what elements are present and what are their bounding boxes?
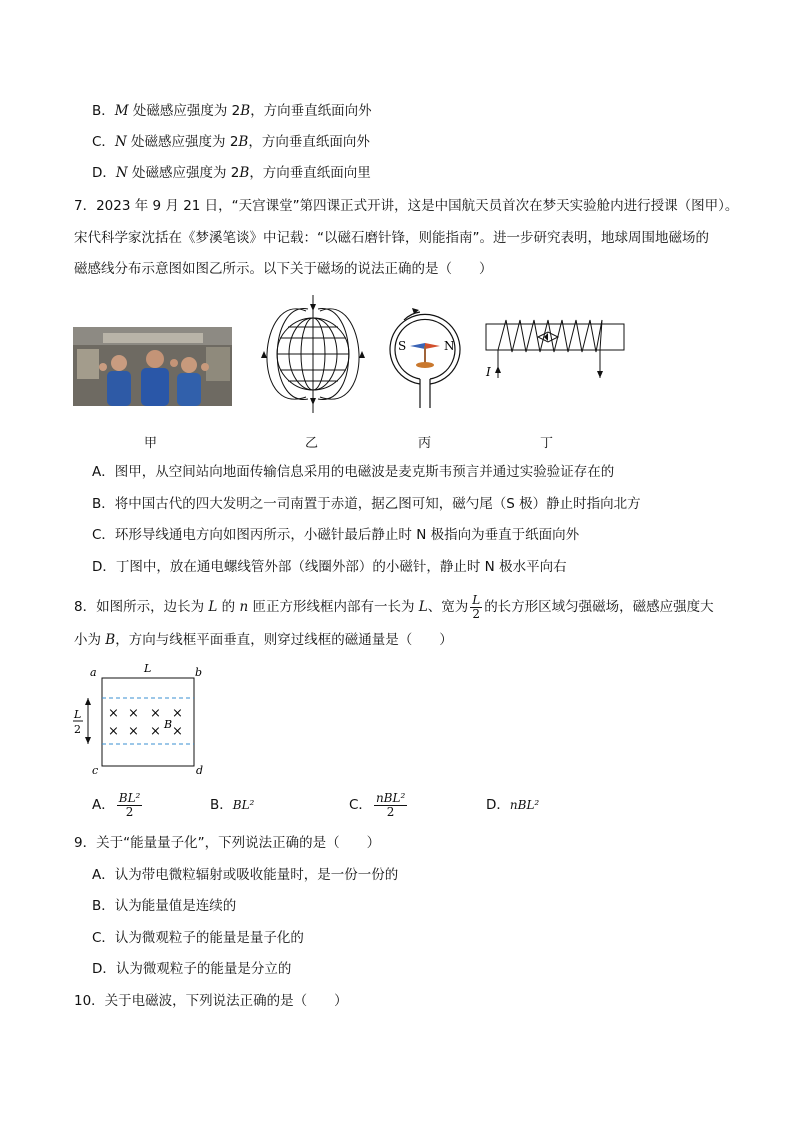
south-pole-label: S	[398, 339, 407, 353]
q9-option-c: C．认为微观粒子的能量是量子化的	[92, 930, 304, 946]
q7-option-c: C．环形导线通电方向如图丙所示，小磁针最后静止时 N 极指向为垂直于纸面向外	[92, 527, 580, 543]
svg-text:b: b	[195, 666, 203, 679]
q8-option-b: B．BL²	[210, 797, 255, 813]
q9-option-a: A．认为带电微粒辐射或吸收能量时，是一份一份的	[92, 867, 399, 883]
solenoid-diagram	[484, 316, 630, 386]
svg-text:×: ×	[108, 706, 119, 721]
svg-text:×: ×	[128, 706, 139, 721]
svg-text:a: a	[90, 666, 97, 679]
current-label: I	[486, 365, 491, 379]
svg-text:2: 2	[74, 723, 81, 736]
q7-stem-line2: 宋代科学家沈括在《梦溪笔谈》中记载：“以磁石磨针锋，则能指南”。进一步研究表明，地球周围地磁场的	[74, 230, 709, 246]
q6-option-c: C．N 处磁感应强度为 2B，方向垂直纸面向外	[92, 134, 370, 150]
q6-option-b: B．M 处磁感应强度为 2B，方向垂直纸面向外	[92, 103, 372, 119]
svg-text:×: ×	[128, 724, 139, 739]
square-frame-diagram	[70, 660, 210, 780]
q10-stem: 10．关于电磁波，下列说法正确的是（ ）	[74, 993, 348, 1009]
svg-text:×: ×	[172, 706, 183, 721]
svg-text:B: B	[164, 718, 173, 731]
earth-magnetic-field-diagram	[258, 291, 368, 417]
q7-option-b: B．将中国古代的四大发明之一司南置于赤道，据乙图可知，磁勺尾（S 极）静止时指向北方	[92, 496, 641, 512]
q8-stem-line1: 8．如图所示，边长为 L 的 n 匝正方形线框内部有一长为 L、宽为 $\frac{L}{2}$ 的长方形区域匀强磁场，磁感应强度大	[74, 592, 714, 621]
q8-stem-line2: 小为 B，方向与线框平面垂直，则穿过线框的磁通量是（ ）	[74, 632, 453, 648]
svg-text:d: d	[196, 764, 204, 777]
half-L-fraction: $\frac{L}{2}$	[472, 592, 481, 621]
q7-option-a: A．图甲，从空间站向地面传输信息采用的电磁波是麦克斯韦预言并通过实验验证存在的	[92, 464, 615, 480]
q9-stem: 9．关于“能量量子化”，下列说法正确的是（ ）	[74, 835, 381, 851]
q7-stem-line1: 7．2023 年 9 月 21 日，“天宫课堂”第四课正式开讲，这是中国航天员首次在梦天实验舱内进行授课（图甲）。	[74, 198, 739, 214]
svg-text:L: L	[144, 662, 152, 675]
north-pole-label: N	[444, 339, 455, 353]
svg-text:L: L	[74, 708, 82, 721]
caption-ding: 丁	[540, 436, 554, 451]
q9-option-b: B．认为能量值是连续的	[92, 898, 237, 914]
astronaut-photo	[73, 327, 232, 406]
q6-option-d: D．N 处磁感应强度为 2B，方向垂直纸面向里	[92, 165, 371, 181]
svg-text:×: ×	[172, 724, 183, 739]
svg-text:×: ×	[150, 706, 161, 721]
svg-text:×: ×	[150, 724, 161, 739]
q7-option-d: D．丁图中，放在通电螺线管外部（线圈外部）的小磁针，静止时 N 极水平向右	[92, 559, 567, 575]
ring-current-compass-diagram	[386, 300, 464, 410]
q9-option-d: D．认为微观粒子的能量是分立的	[92, 961, 292, 977]
caption-jia: 甲	[144, 436, 158, 451]
caption-yi: 乙	[305, 436, 319, 451]
svg-text:c: c	[92, 764, 99, 777]
q8-option-c: C． $\frac{\text{nBL²}}{2}$	[349, 790, 406, 819]
q8-option-a: A． $\frac{\text{BL²}}{2}$	[92, 790, 141, 819]
svg-text:×: ×	[108, 724, 119, 739]
caption-bing: 丙	[418, 436, 432, 451]
q8-option-d: D．nBL²	[486, 797, 540, 813]
q7-stem-line3: 磁感线分布示意图如图乙所示。以下关于磁场的说法正确的是（ ）	[74, 261, 493, 277]
